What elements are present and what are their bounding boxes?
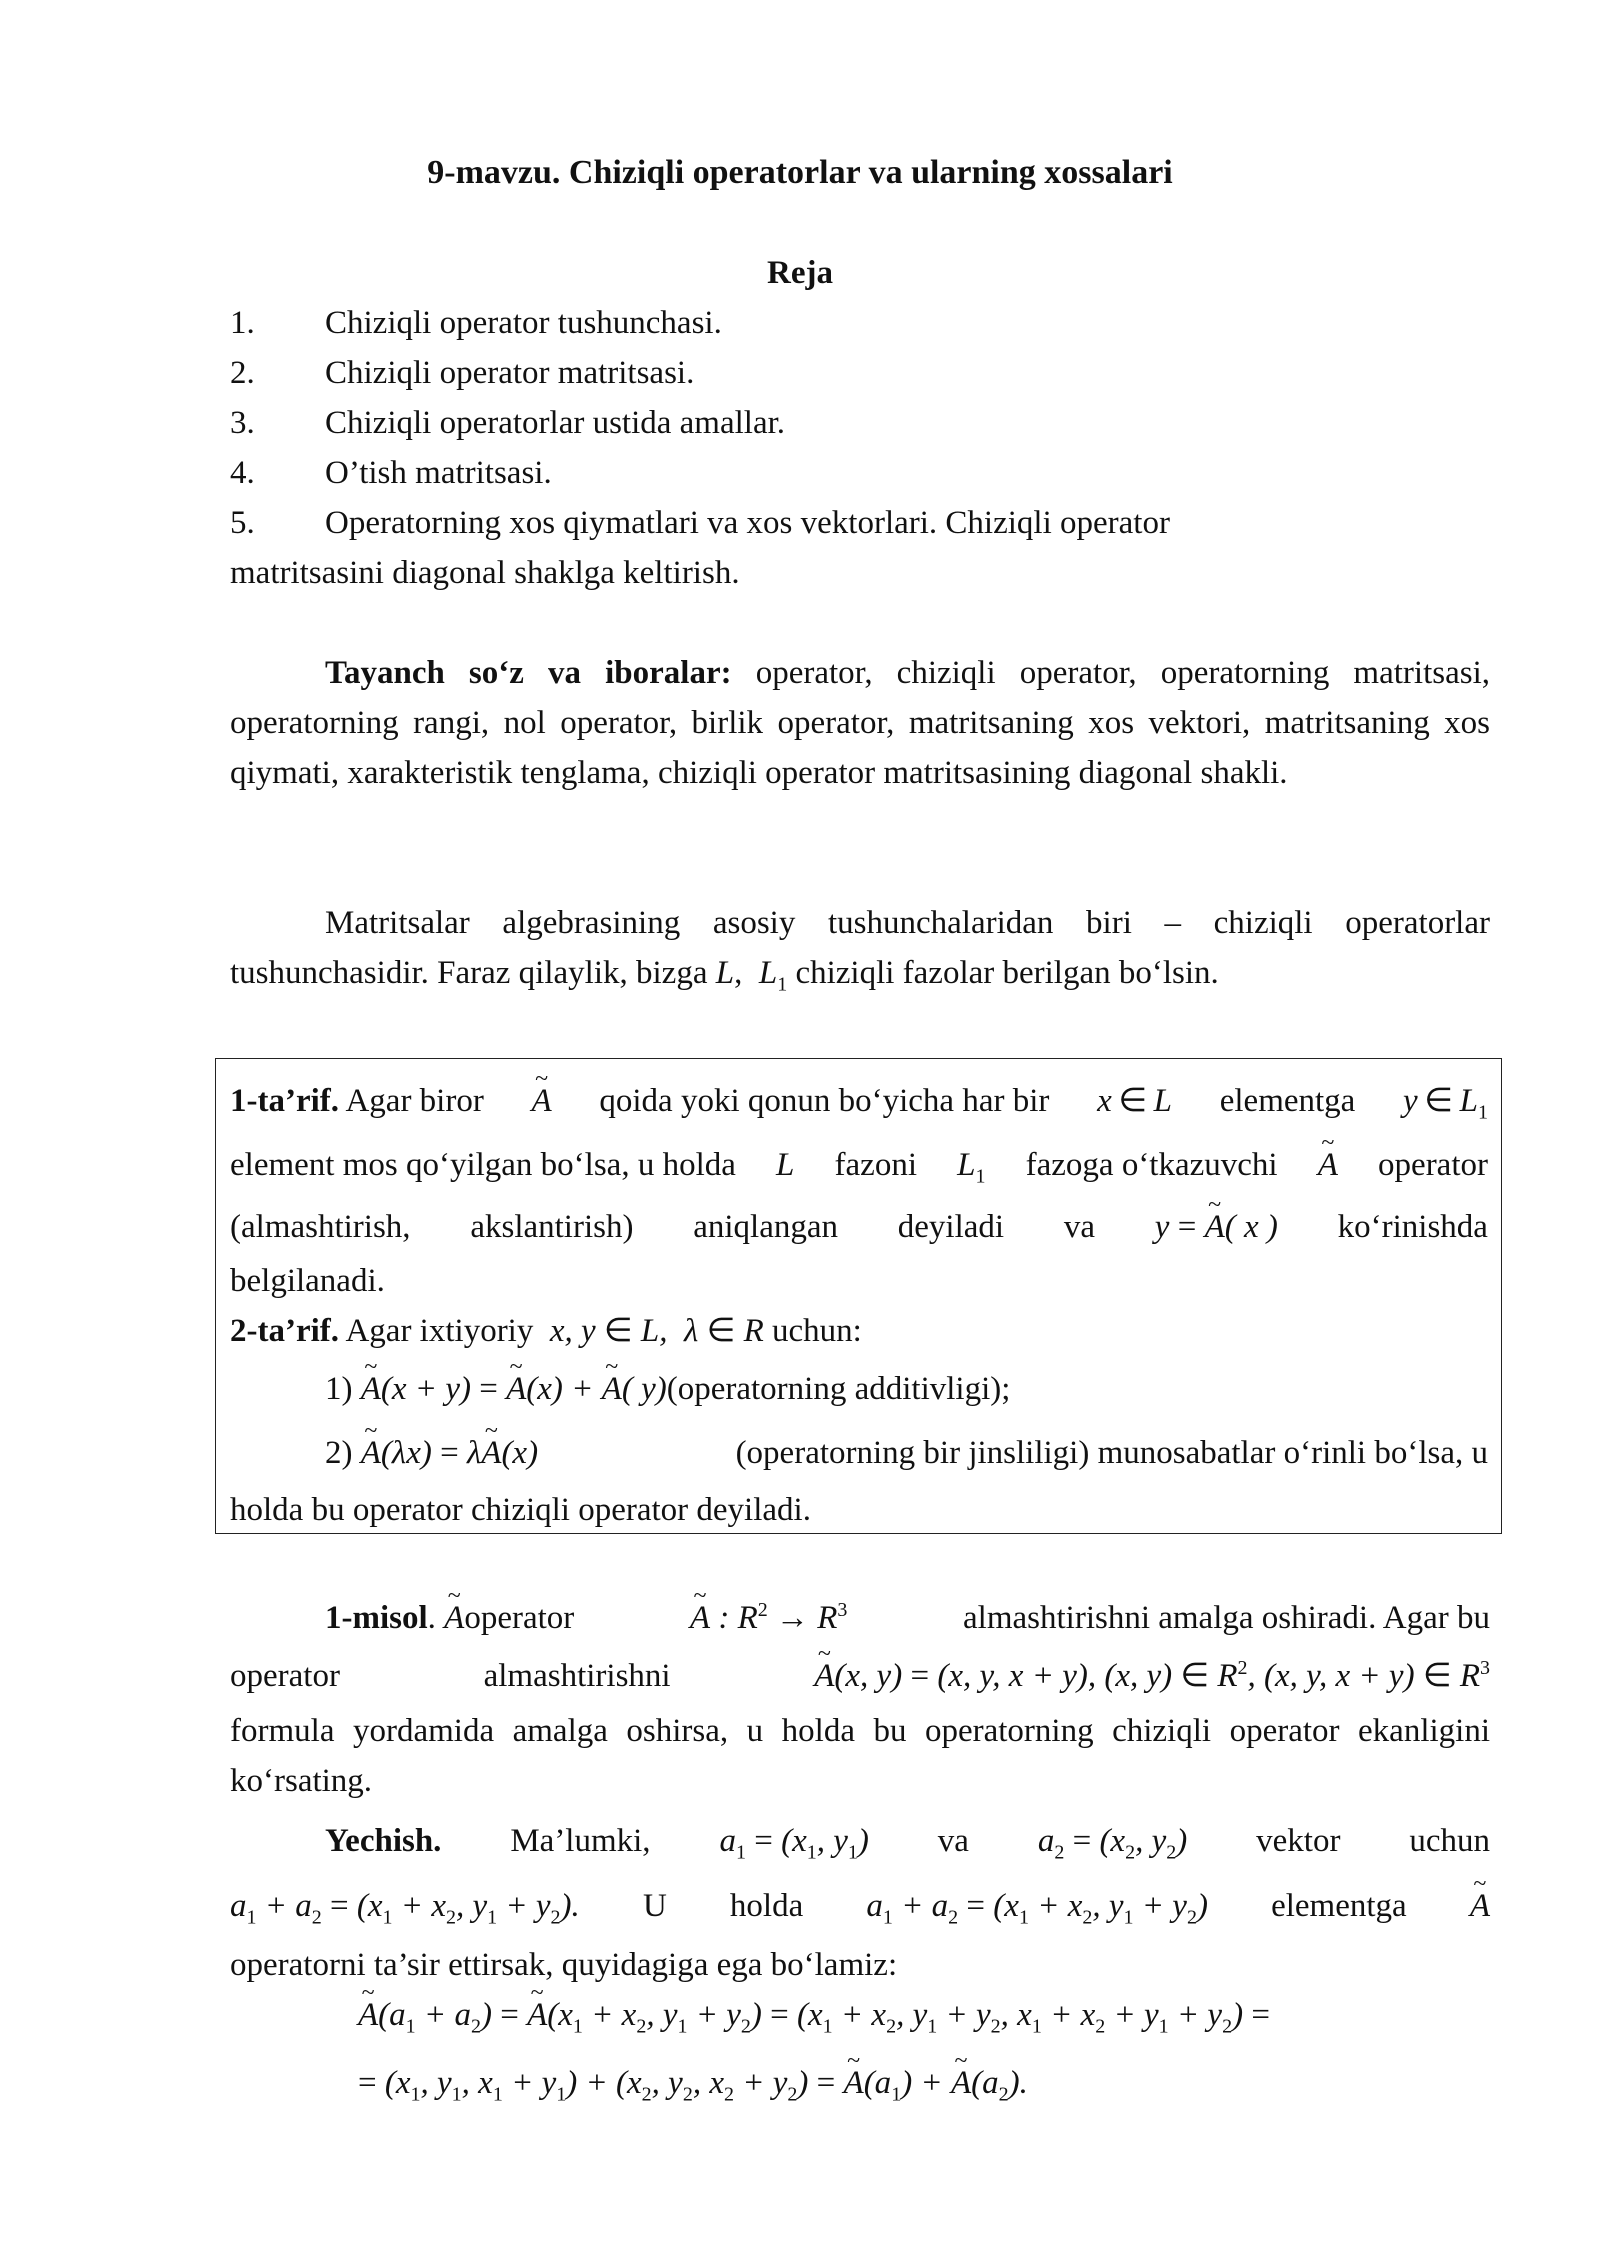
formula-y-equals-ax: y = ~ A( x ) [1155,1197,1278,1257]
example1-text: formula yordamida amalga oshirsa, u holda bu operatorning chiziqli operator ekanligini ko‘rsating. [230,1713,1490,1799]
formula-a2: $a_2 = (x_2$, $y_2$) [1037,1823,1188,1864]
definition2-item [230,1357,1488,1421]
solution-label: Yechish. [325,1823,442,1859]
item-number: 1) [325,1371,353,1407]
definition2-line [230,1305,1488,1357]
plan-item-text: Chiziqli operator matritsasi. [325,355,695,391]
example1-paragraph [230,1590,1490,1806]
formula-additivity: ~ A(x + y) = ~ A(x) + ~ A( y) [361,1371,667,1407]
definition2-item [230,1421,1488,1485]
formula-operator-definition: ~ A(x, y) = (x, y, x + y), (x, y) ∈ $R^2$, (x, y, x + y) ∈ $R^3$ [814,1646,1490,1706]
keywords-paragraph [230,648,1490,798]
definition1-text: element mos qo‘yilgan bo‘lsa, u holda [230,1147,736,1183]
formula-operator-a: ~ A [444,1590,464,1646]
intro-text-after: chiziqli fazolar berilgan bo‘lsin. [787,955,1219,991]
solution-line [230,1810,1490,1872]
definition1-text: fazoni [834,1147,917,1183]
formula-homogeneity: ~ A(λx) = λ~ A(x) [361,1435,538,1471]
solution-text: elementga [1271,1888,1407,1924]
solution-text: U [642,1888,667,1924]
plan-item [230,448,1490,498]
definition1-line [230,1133,1488,1197]
definition1-text: qoida yoki qonun bo‘yicha har bir [599,1083,1050,1119]
keywords-label: Tayanch so‘z va iboralar: [325,655,732,691]
formula-operator-a: ~ A [1318,1133,1338,1197]
definition1-text: operator [1378,1147,1488,1183]
plan-item-text: Chiziqli operator tushunchasi. [325,305,722,341]
item-number: 2) [325,1435,353,1471]
formula-a1-plus-a2: $a_1 + a_2 = (x_1 + x_2$, $y_1 + y_2$). [230,1888,580,1929]
definition2-text: Agar ixtiyoriy [345,1313,534,1349]
plan-item-number: 4. [230,455,255,491]
solution-text: operatorni ta’sir ettirsak, quyidagiga ega bo‘lamiz: [230,1947,898,1983]
example1-text: almashtirishni [483,1658,671,1694]
definition1-line [230,1069,1488,1133]
definition1-text: aniqlangan [693,1209,839,1245]
solution-text: holda [729,1888,804,1924]
formula-a1: $a_1 = (x_1$, $y_1$) [719,1823,869,1864]
equation-line-1: ~ $A(a_1 + a_2)$ = ~ $A(x_1 + x_2$, $y_1 + y_2) = (x_1 + x_2$, $y_1 + y_2$, $x_1 + x_2 + y_1 + y_2$) = [358,1990,1270,2040]
plan-item [230,498,1490,548]
equation-line-2: = ($x_1$, $y_1$, $x_1 + y_1) + (x_2$, $y_2$, $x_2 + y_2$) = ~ $A(a_1)$ + ~ $A(a_2)$. [358,2058,1028,2108]
plan-item-number: 2. [230,355,255,391]
solution-text: va [937,1823,969,1859]
example1-line: 1-misol. ~ Aoperator ~ A : $R^2 \to R^3$ almashtirishni amalga oshiradi. Agar bu [230,1590,1490,1646]
definition1-text: deyiladi [897,1209,1005,1245]
definition1-text: fazoga o‘tkazuvchi [1025,1147,1278,1183]
definition1-text: elementga [1219,1083,1356,1119]
formula-space-l1: $L_1$ [957,1147,986,1188]
definition-content [230,1069,1488,1535]
definition1-text: belgilanadi. [230,1263,385,1299]
formula-map-r2-r3: ~ A : $R^2 \to R^3$ [690,1590,848,1646]
keywords-text: operator, chiziqli operator, operatorning matritsasi, operatorning rangi, nol operator, birlik operator, matritsaning xos vektori, matritsaning xos qiymati, xarakteristik tenglama, chiziqli operator matritsasining diagonal shakli. [230,655,1490,791]
definition2-text: (operatorning bir jinsliligi) munosabatlar o‘rinli bo‘lsa, u [735,1435,1488,1471]
plan-item-number: 1. [230,305,255,341]
example1-text: almashtirishni amalga oshiradi. Agar bu [963,1600,1490,1636]
formula-space-l: L [776,1147,795,1183]
definition1-text: va [1063,1209,1096,1245]
plan-item-number: 3. [230,405,255,441]
formula-x-in-l: x ∈ L [1097,1083,1173,1119]
plan-heading: Reja [767,255,833,291]
intro-text-before: Matritsalar algebrasining asosiy tushunchalaridan biri – chiziqli operatorlar tushunchasidir. Faraz qilaylik, bizga [230,905,1490,991]
plan-item-text: Operatorning xos qiymatlari va xos vektorlari. Chiziqli operator [325,505,1170,541]
definition1-text: (almashtirish, [230,1209,411,1245]
solution-text: uchun [1409,1823,1490,1859]
plan-item [230,298,1490,348]
example1-line [230,1646,1490,1706]
solution-text: vektor [1256,1823,1341,1859]
solution-line [230,1872,1490,1940]
definition2-label: 2-ta’rif. [230,1313,340,1349]
definition2-text: uchun: [771,1313,862,1349]
formula-operator-a: ~ A [532,1069,552,1133]
formula-space-l1: $L_1$ [758,955,788,996]
definition2-text: (operatorning additivligi); [666,1371,1011,1407]
definition1-label: 1-ta’rif. [230,1083,340,1119]
definition1-line [230,1197,1488,1257]
formula-xy-in-l: x, y ∈ L, λ ∈ R [541,1313,764,1349]
solution-text: Ma’lumki, [510,1823,651,1859]
definition1-text: akslantirish) [470,1209,634,1245]
formula-a1-plus-a2: $a_1 + a_2 = (x_1 + x_2$, $y_1 + y_2$) [866,1888,1208,1929]
formula-spaces: L [715,955,735,991]
plan-item-continuation: matritsasini diagonal shaklga keltirish. [230,555,740,591]
definition2-text: holda bu operator chiziqli operator deyiladi. [230,1492,811,1528]
page-title: 9-mavzu. Chiziqli operatorlar va ularning xossalari [427,154,1173,191]
solution-paragraph [230,1810,1490,1990]
definition1-text: Agar biror [345,1083,484,1119]
formula-operator-a: ~ A [1470,1872,1490,1940]
example1-label: 1-misol [325,1600,428,1636]
definition1-text: ko‘rinishda [1337,1209,1488,1245]
example1-text: operator [464,1600,575,1636]
plan-list [230,298,1490,598]
plan-item [230,398,1490,448]
plan-item-number: 5. [230,505,255,541]
plan-item [230,348,1490,398]
plan-item-text: Chiziqli operatorlar ustida amallar. [325,405,786,441]
example1-text: operator [230,1658,340,1694]
formula-y-in-l1: y ∈ $L_1$ [1403,1083,1488,1124]
intro-paragraph: Matritsalar algebrasining asosiy tushunchalaridan biri – chiziqli operatorlar tushunchasidir. Faraz qilaylik, bizga L, $L_1$ chiziqli fazolar berilgan bo‘lsin. [230,905,1490,996]
plan-item-text: O’tish matritsasi. [325,455,552,491]
definition-box [215,1058,1502,1534]
